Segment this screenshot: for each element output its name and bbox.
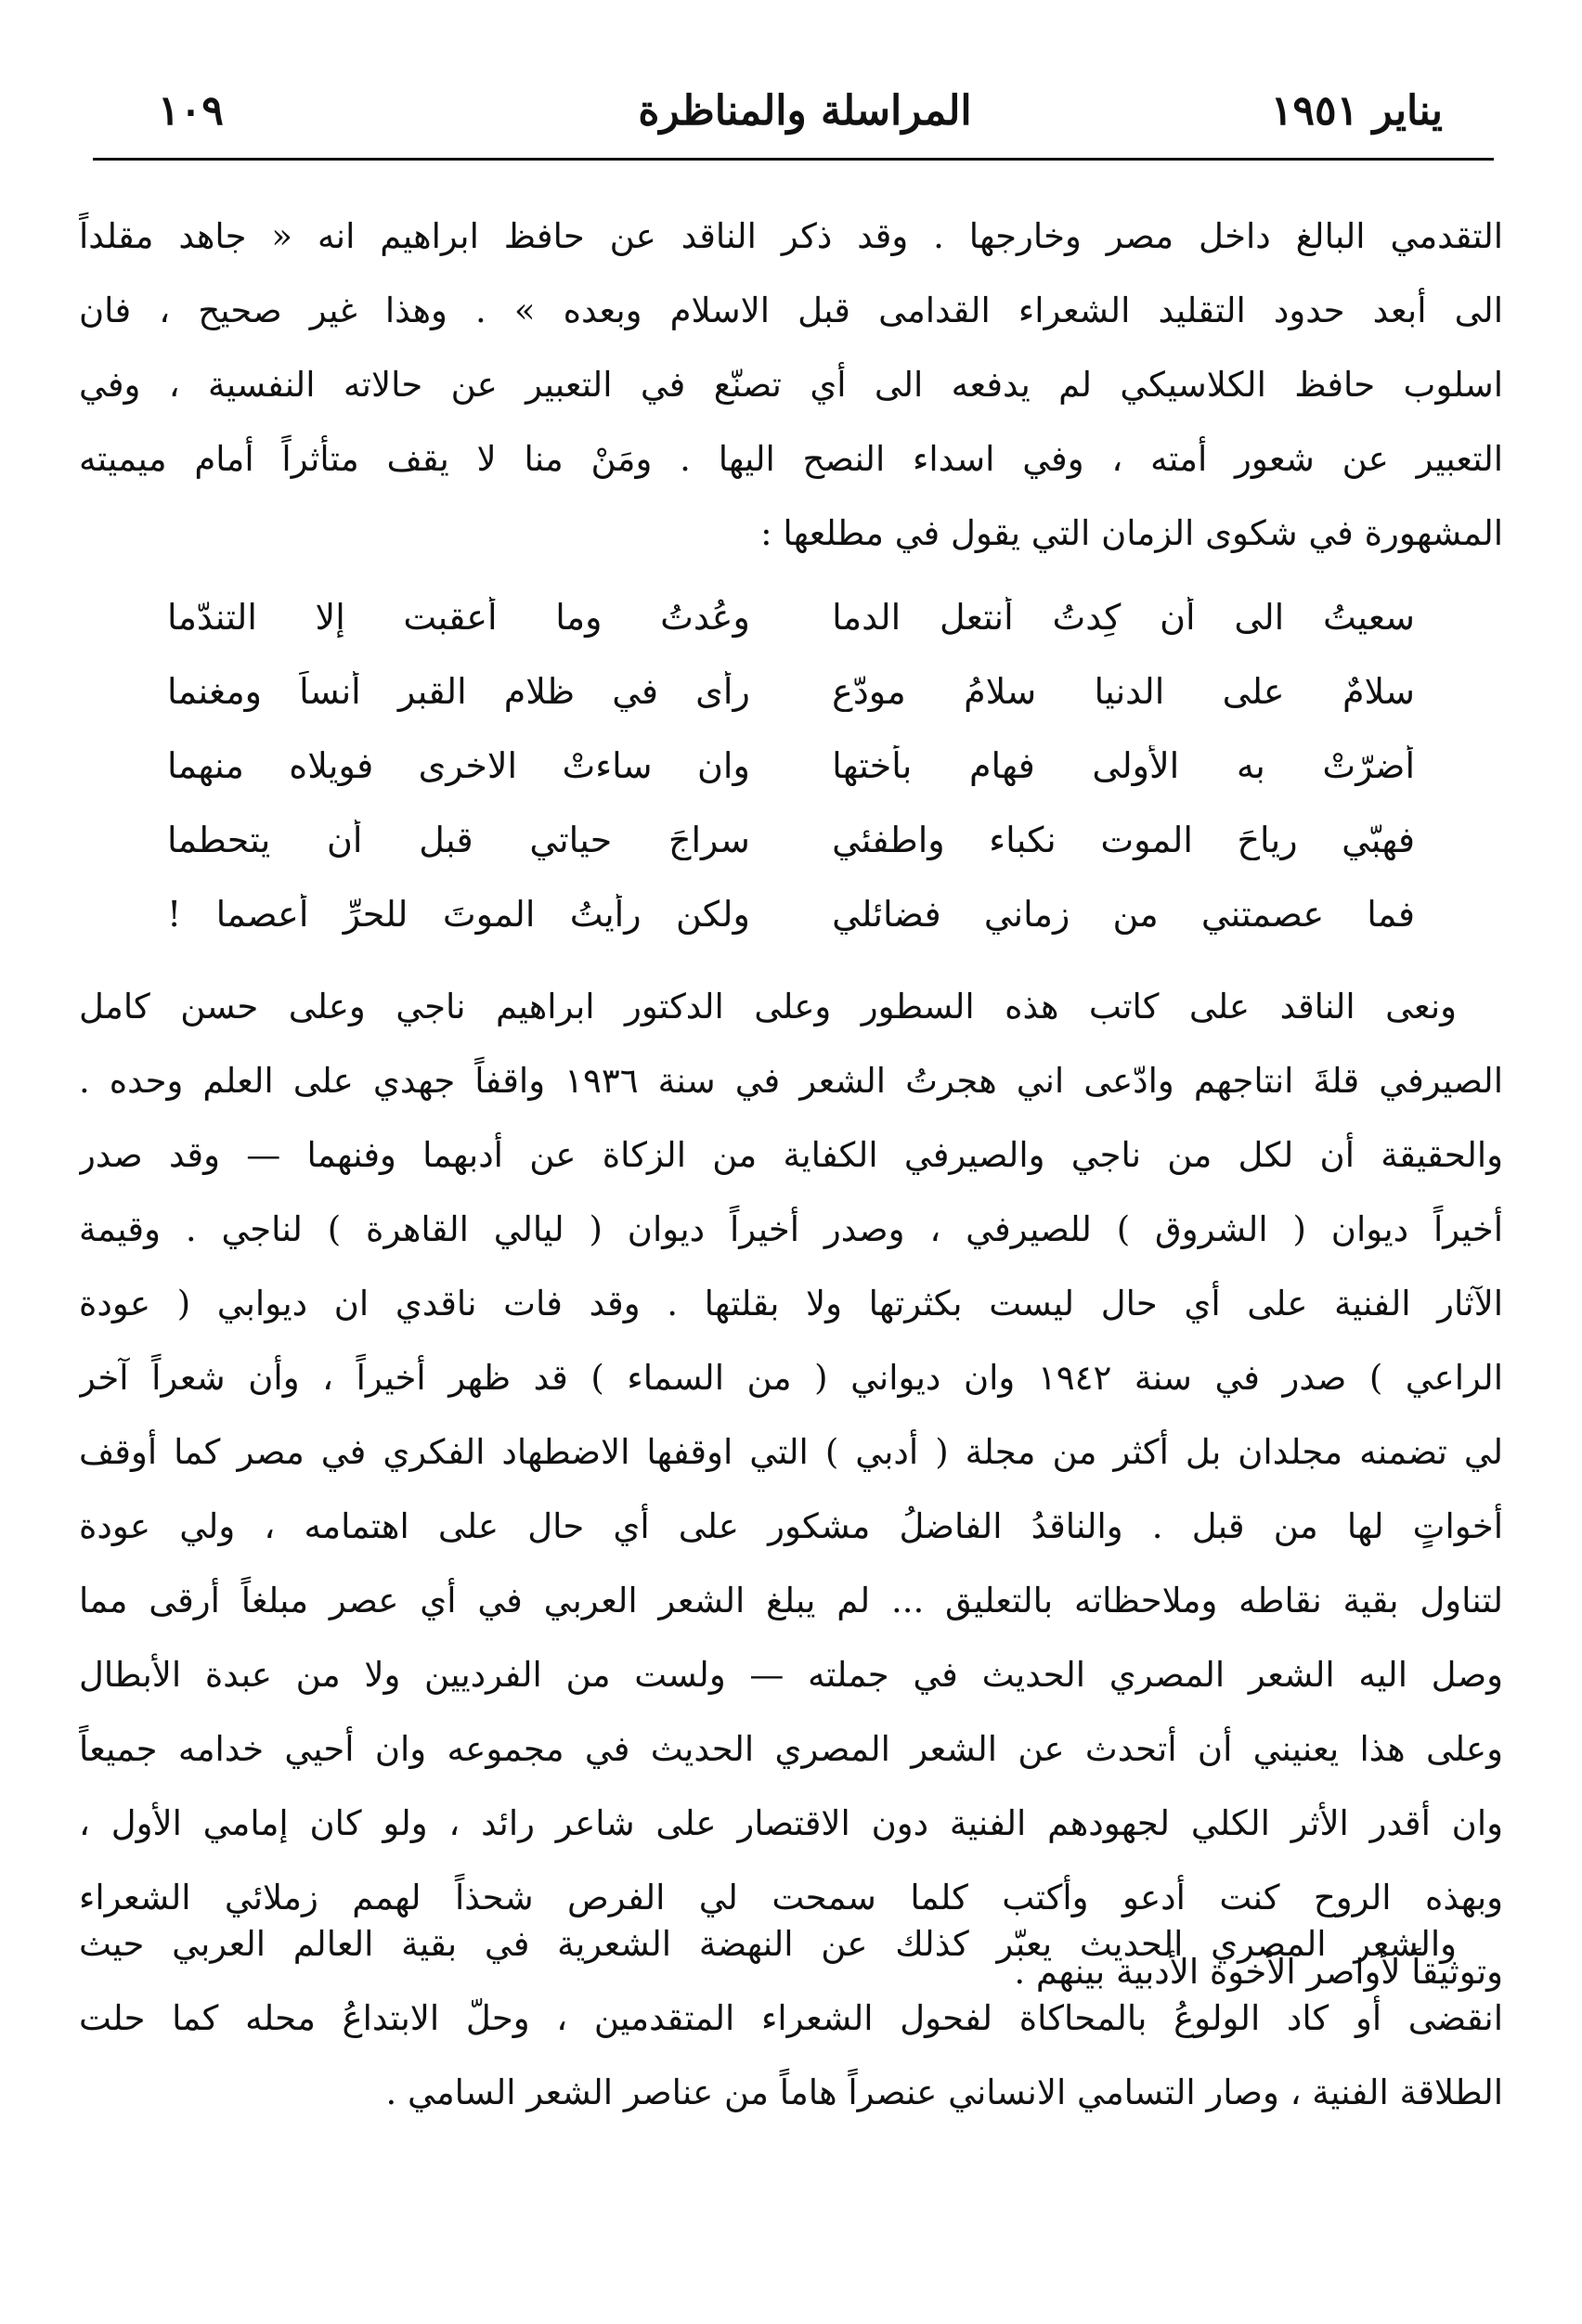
- poem-first-hemistich: سلامٌ على الدنيا سلامُ مودّعٍ: [832, 671, 1415, 712]
- poem-second-hemistich: وان ساءتْ الاخرى فويلاه منهما: [166, 745, 750, 786]
- poem-verse: [167, 803, 1415, 877]
- text-line: وان أقدر الأثر الكلي لجهودهم الفنية دون الاقتصار على شاعر رائد ، ولو كان إمامي الأول ،: [79, 1803, 1503, 1843]
- poem-verse: [167, 877, 1415, 951]
- paragraph-2: [79, 970, 1503, 2009]
- header-divider: [93, 158, 1494, 161]
- text-line: الطلاقة الفنية ، وصار التسامي الانساني عنصراً هاماً من عناصر الشعر السامي .: [385, 2072, 1503, 2112]
- poem-first-hemistich: فما عصمتني من زماني فضائلي: [832, 894, 1415, 935]
- text-line: التقدمي البالغ داخل مصر وخارجها . وقد ذكر الناقد عن حافظ ابراهيم انه « جاهد مقلداً: [79, 216, 1503, 256]
- poem-second-hemistich: رأى في ظلام القبر أنساً ومغنما: [166, 671, 750, 712]
- text-line: وتوثيقاً لأواصر الأخوة الأدبية بينهم .: [1014, 1952, 1503, 1992]
- text-line: والشعر المصري الحديث يعبّر كذلك عن النهضة الشعرية في بقية العالم العربي حيث: [79, 1924, 1457, 1964]
- text-line: أخواتٍ لها من قبل . والناقدُ الفاضلُ مشكور على أي حال على اهتمامه ، ولي عودة: [79, 1506, 1503, 1546]
- poem-verse: [167, 729, 1415, 803]
- text-line: أخيراً ديوان ( الشروق ) للصيرفي ، وصدر أخيراً ديوان ( ليالي القاهرة ) لناجي . وقيمة: [79, 1209, 1503, 1249]
- poem-second-hemistich: وعُدتُ وما أعقبت إلا التندّما: [166, 597, 750, 638]
- text-line: وصل اليه الشعر المصري الحديث في جملته — ولست من الفرديين ولا من عبدة الأبطال: [79, 1655, 1503, 1695]
- text-line: الى أبعد حدود التقليد الشعراء القدامى قبل الاسلام وبعده » . وهذا غير صحيح ، فان: [79, 290, 1503, 330]
- text-line: التعبير عن شعور أمته ، وفي اسداء النصح اليها . ومَنْ منا لا يقف متأثراً أمام ميميته: [79, 439, 1503, 479]
- text-line: الآثار الفنية على أي حال ليست بكثرتها ولا بقلتها . وقد فات ناقدي ان ديوابي ( عودة: [79, 1284, 1503, 1323]
- poem-verse: [167, 654, 1415, 729]
- paragraph-3: [79, 1907, 1503, 2130]
- poem-block: [167, 580, 1415, 951]
- issue-date: يناير ١٩٥١: [1270, 87, 1443, 135]
- text-line: انقضى أو كاد الولوعُ بالمحاكاة لفحول الشعراء المتقدمين ، وحلّ الابتداعُ محله كما حلت: [79, 1998, 1503, 2038]
- poem-second-hemistich: سراجَ حياتي قبل أن يتحطما: [166, 820, 750, 860]
- poem-second-hemistich: ولكن رأيتُ الموتَ للحرِّ أعصما !: [166, 894, 750, 935]
- poem-first-hemistich: أضرّتْ به الأولى فهام بأختها: [832, 745, 1415, 786]
- text-line: لي تضمنه مجلدان بل أكثر من مجلة ( أدبي ) التي اوقفها الاضطهاد الفكري في مصر كما أوقف: [79, 1432, 1503, 1472]
- text-line: وعلى هذا يعنيني أن أتحدث عن الشعر المصري الحديث في مجموعه وان أحيي خدامه جميعاً: [79, 1729, 1503, 1769]
- text-line: وبهذه الروح كنت أدعو وأكتب كلما سمحت لي الفرص شحذاً لهمم زملائي الشعراء: [79, 1878, 1503, 1917]
- paragraph-1: [79, 200, 1503, 571]
- text-line: المشهورة في شكوى الزمان التي يقول في مطلعها :: [760, 513, 1503, 553]
- text-line: الصيرفي قلةَ انتاجهم وادّعى اني هجرتُ الشعر في سنة ١٩٣٦ واقفاً جهدي على العلم وحده .: [79, 1061, 1503, 1101]
- running-header: [139, 74, 1471, 148]
- text-line: لتناول بقية نقاطه وملاحظاته بالتعليق ... لم يبلغ الشعر العربي في أي عصر مبلغاً أرقى مما: [79, 1581, 1503, 1620]
- poem-verse: [167, 580, 1415, 654]
- text-line: ونعى الناقد على كاتب هذه السطور وعلى الدكتور ابراهيم ناجي وعلى حسن كامل: [79, 987, 1457, 1026]
- section-title: المراسلة والمناظرة: [638, 87, 972, 135]
- text-line: والحقيقة أن لكل من ناجي والصيرفي الكفاية من الزكاة عن أدبهما وفنهما — وقد صدر: [79, 1135, 1503, 1175]
- page-number: ١٠٩: [158, 87, 224, 135]
- poem-first-hemistich: سعيتُ الى أن كِدتُ أنتعل الدما: [832, 597, 1415, 638]
- text-line: الراعي ) صدر في سنة ١٩٤٢ وان ديواني ( من السماء ) قد ظهر أخيراً ، وأن شعراً آخر: [79, 1358, 1503, 1398]
- text-line: اسلوب حافظ الكلاسيكي لم يدفعه الى أي تصنّع في التعبير عن حالاته النفسية ، وفي: [79, 365, 1503, 405]
- poem-first-hemistich: فهبّي رياحَ الموت نكباء واطفئي: [832, 820, 1415, 860]
